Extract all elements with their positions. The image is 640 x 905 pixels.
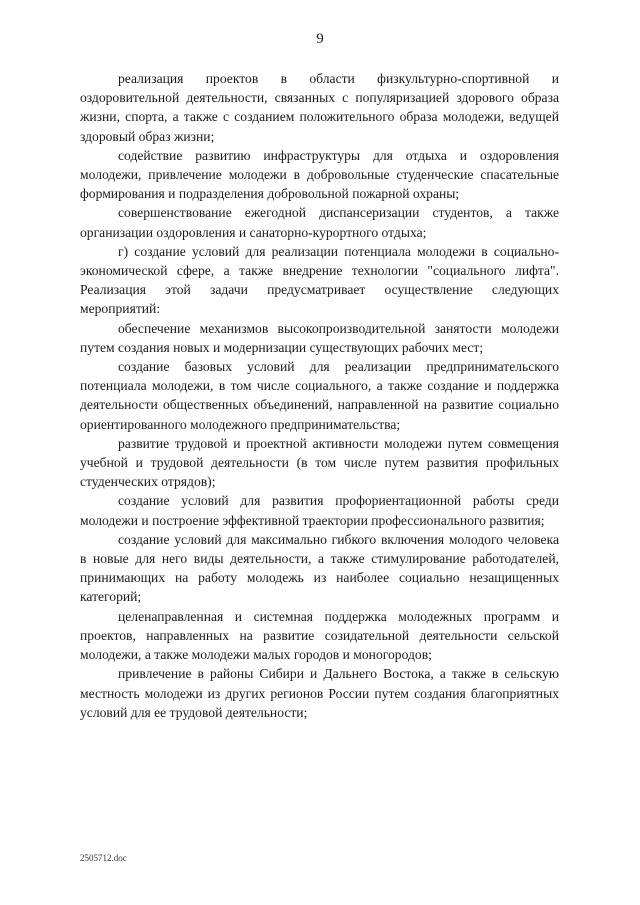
paragraph-6: создание базовых условий для реализации предпринимательского потенциала молодежи, в том числе социального, а также создание и поддержка деятельности общественных объединений, направленной на развитие социально ориентированного молодежного предпринимательства; <box>80 359 559 432</box>
paragraph-11: привлечение в районы Сибири и Дальнего Востока, а также в сельскую местность молодежи из других регионов России путем создания благоприятных условий для ее трудовой деятельности; <box>80 666 559 720</box>
paragraph-9: создание условий для максимально гибкого включения молодого человека в новые для него виды деятельности, а также стимулирование работодателей, принимающих на работу молодежь из наиболее социально незащищенных категорий; <box>80 531 559 605</box>
paragraph-1: реализация проектов в области физкультурно-спортивной и оздоровительной деятельности, связанных с популяризацией здорового образа жизни, спорта, а также с созданием положительного образа молодежи, ведущей здоровый образ жизни; <box>80 71 559 144</box>
document-body <box>80 69 559 722</box>
paragraph-3: совершенствование ежегодной диспансеризации студентов, а также организации оздоровления и санаторно-курортного отдыха; <box>80 205 559 240</box>
paragraph-2: содействие развитию инфраструктуры для отдыха и оздоровления молодежи, привлечение молодежи в добровольные студенческие спасательные формирования и подразделения добровольной пожарной охраны; <box>80 147 559 202</box>
paragraph-7: развитие трудовой и проектной активности молодежи путем совмещения учебной и трудовой деятельности (в том числе путем развития профильных студенческих отрядов); <box>80 435 559 490</box>
footer-filename: 2505712.doc <box>80 853 127 863</box>
paragraph-4: г) создание условий для реализации потенциала молодежи в социально-экономической сфере, а также внедрение технологии "социального лифта". Реализация этой задачи предусматривает осуществление следующих мероприятий: <box>80 243 559 317</box>
paragraph-8: создание условий для развития профориентационной работы среди молодежи и построение эффективной траектории профессионального развития; <box>80 493 559 528</box>
paragraph-10: целенаправленная и системная поддержка молодежных программ и проектов, направленных на развитие созидательной деятельности сельской молодежи, а также молодежи малых городов и моногородов; <box>80 608 559 663</box>
page-number: 9 <box>316 31 324 47</box>
paragraph-5: обеспечение механизмов высокопроизводительной занятости молодежи путем создания новых и модернизации существующих рабочих мест; <box>80 320 559 355</box>
